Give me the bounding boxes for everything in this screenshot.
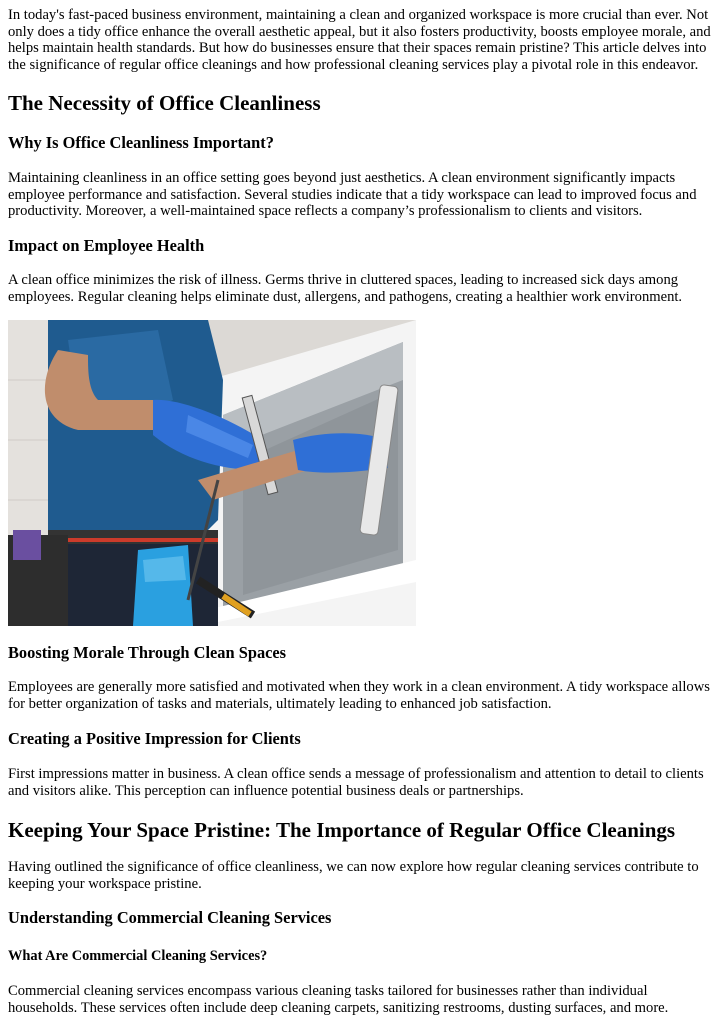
- heading-necessity: The Necessity of Office Cleanliness: [8, 91, 321, 115]
- paragraph-keeping-pristine: Having outlined the significance of office cleanliness, we can now explore how regular cleaning services contribute to keeping your workspace pristine.: [8, 859, 699, 892]
- heading-employee-health: Impact on Employee Health: [8, 236, 205, 255]
- paragraph-why-important: Maintaining cleanliness in an office setting goes beyond just aesthetics. A clean environment significantly impacts employee performance and satisfaction. Several studies indicate that a tidy workspace can lead to improved focus and productivity. Moreover, a well-maintained space reflects a company’s professionalism to clients and visitors.: [8, 170, 697, 220]
- intro-paragraph: In today's fast-paced business environment, maintaining a clean and organized workspace is more crucial than ever. Not only does a tidy office enhance the overall aesthetic appeal, but it also fosters productivity, boosts employee morale, and helps maintain health standards. But how do businesses ensure that their spaces remain pristine? This article delves into the significance of regular office cleanings and how professional cleaning services play a pivotal role in this endeavor.: [8, 7, 711, 73]
- heading-keeping-pristine: Keeping Your Space Pristine: The Importance of Regular Office Cleanings: [8, 818, 676, 842]
- heading-boosting-morale: Boosting Morale Through Clean Spaces: [8, 643, 287, 662]
- heading-why-important: Why Is Office Cleanliness Important?: [8, 133, 274, 152]
- paragraph-boosting-morale: Employees are generally more satisfied and motivated when they work in a clean environment. A tidy workspace allows for better organization of tasks and materials, ultimately leading to enhanced job satisfaction.: [8, 679, 710, 712]
- paragraph-what-are-services: Commercial cleaning services encompass various cleaning tasks tailored for businesses rather than individual households. These services often include deep cleaning carpets, sanitizing restrooms, dusting surfaces, and more.: [8, 983, 669, 1016]
- paragraph-positive-impression: First impressions matter in business. A clean office sends a message of professionalism and attention to detail to clients and visitors alike. This perception can influence potential business deals or partnerships.: [8, 766, 704, 799]
- heading-understanding-services: Understanding Commercial Cleaning Services: [8, 908, 332, 927]
- heading-positive-impression: Creating a Positive Impression for Clients: [8, 729, 301, 748]
- window-cleaner-photo: [8, 320, 416, 626]
- heading-what-are-services: What Are Commercial Cleaning Services?: [8, 948, 268, 964]
- paragraph-employee-health: A clean office minimizes the risk of illness. Germs thrive in cluttered spaces, leading to increased sick days among employees. Regular cleaning helps eliminate dust, allergens, and pathogens, creating a healthier work environment.: [8, 272, 683, 305]
